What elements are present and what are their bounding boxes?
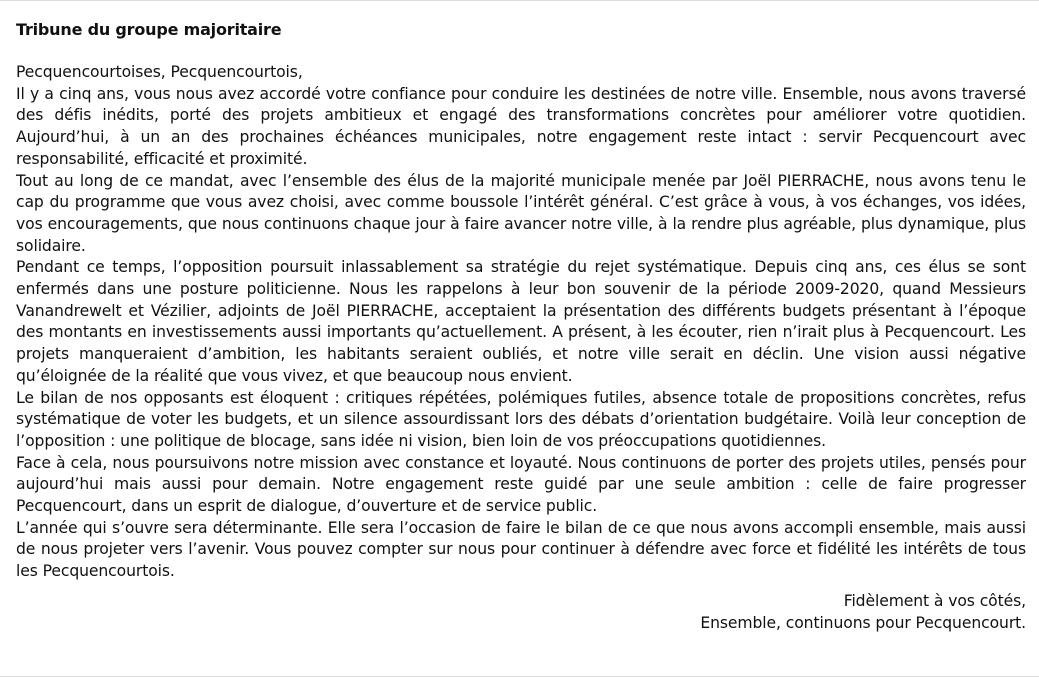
paragraph-4: Le bilan de nos opposants est éloquent : critiques répétées, polémiques futiles, absence totale de propositions concrètes, refus systématique de voter les budgets, et un silence assourdissant lors des débats d’orientation budgétaire. Voilà leur conception de l’opposition : une politique de blocage, sans idée ni vision, bien loin de vos préoccupations quotidiennes. [16, 388, 1026, 450]
closing-line-1: Fidèlement à vos côtés, [843, 591, 1026, 610]
paragraph-2: Tout au long de ce mandat, avec l’ensemble des élus de la majorité municipale menée par Joël PIERRACHE, nous avons tenu le cap du programme que vous avez choisi, avec comme boussole l’intérêt général. C’est grâce à vous, à vos échanges, vos idées, vos encouragements, que nous continuons chaque jour à faire avancer notre ville, à la rendre plus agréable, plus dynamique, plus solidaire. [16, 171, 1026, 255]
closing-signature [16, 591, 1026, 634]
tribune-article [16, 19, 1026, 634]
paragraph-3: Pendant ce temps, l’opposition poursuit inlassablement sa stratégie du rejet systématique. Depuis cinq ans, ces élus se sont enfermés dans une posture politicienne. Nous les rappelons à leur bon souvenir de la période 2009-2020, quand Messieurs Vanandrewelt et Vézilier, adjoints de Joël PIERRACHE, acceptaient la présentation des différents budgets présentant à l’époque des montants en investissements aussi importants qu’actuellement. A présent, à les écouter, rien n’irait plus à Pecquencourt. Les projets manqueraient d’ambition, les habitants seraient oubliés, et notre ville serait en déclin. Une vision aussi négative qu’éloignée de la réalité que vous vivez, et que beaucoup nous envient. [16, 258, 1026, 385]
paragraph-6: L’année qui s’ouvre sera déterminante. Elle sera l’occasion de faire le bilan de ce que nous avons accompli ensemble, mais aussi de nous projeter vers l’avenir. Vous pouvez compter sur nous pour continuer à défendre avec force et fidélité les intérêts de tous les Pecquencourtois. [16, 518, 1026, 581]
closing-line-2: Ensemble, continuons pour Pecquencourt. [700, 613, 1026, 632]
paragraph-1: Il y a cinq ans, vous nous avez accordé votre confiance pour conduire les destinées de notre ville. Ensemble, nous avons traversé des défis inédits, porté des projets ambitieux et engagé des transformations concrètes pour améliorer votre quotidien. Aujourd’hui, à un an des prochaines échéances municipales, notre engagement reste intact : servir Pecquencourt avec responsabilité, efficacité et proximité. [16, 84, 1026, 168]
paragraph-5: Face à cela, nous poursuivons notre mission avec constance et loyauté. Nous continuons de porter des projets utiles, pensés pour aujourd’hui mais aussi pour demain. Notre engagement reste guidé par une seule ambition : celle de faire progresser Pecquencourt, dans un esprit de dialogue, d’ouverture et de service public. [16, 453, 1026, 516]
article-title: Tribune du groupe majoritaire [16, 20, 282, 39]
greeting-line: Pecquencourtoises, Pecquencourtois, [16, 63, 303, 81]
